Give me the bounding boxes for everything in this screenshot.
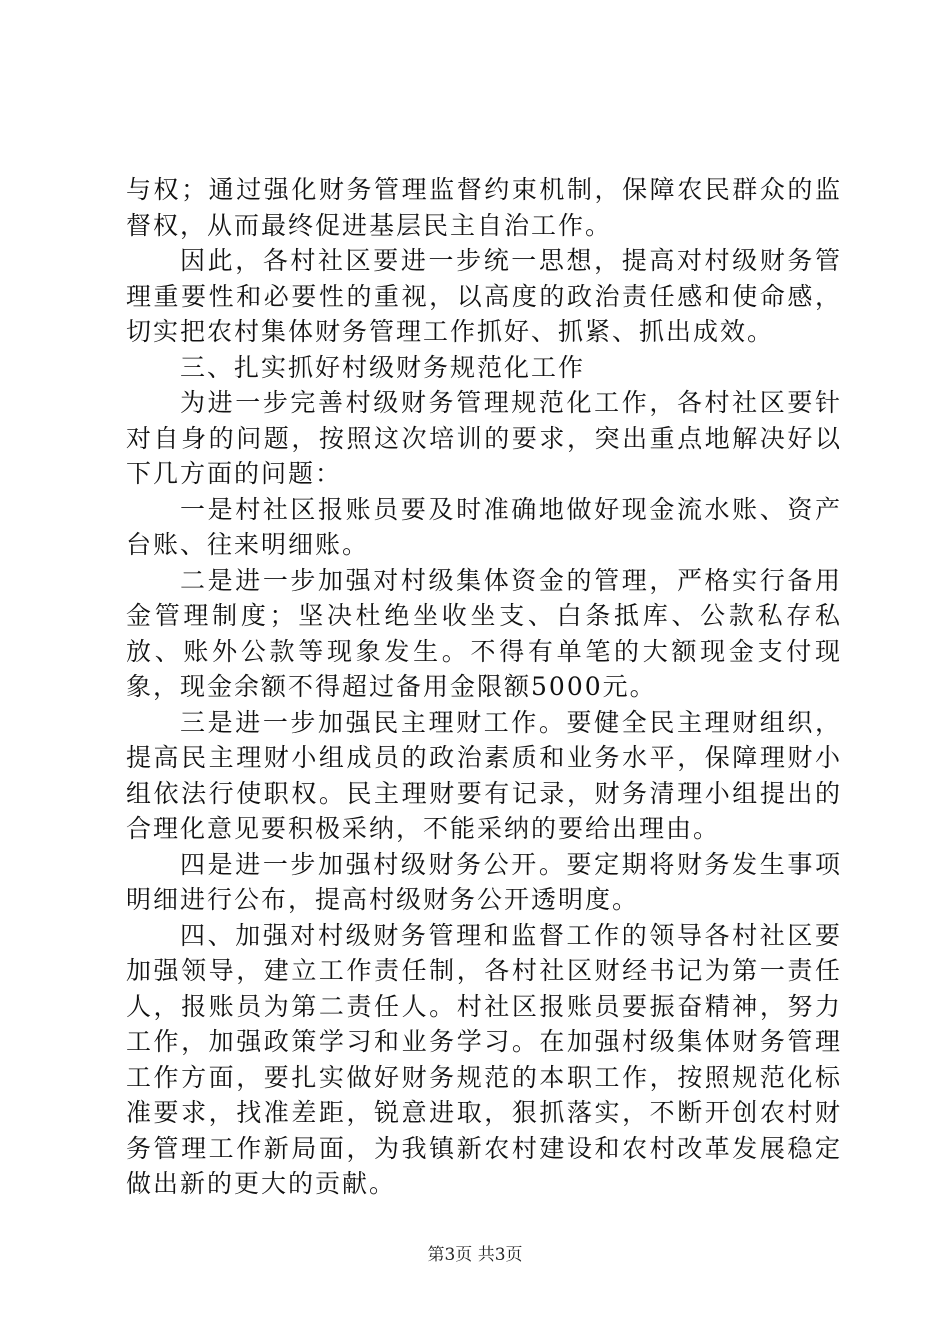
section-heading-three: 三、扎实抓好村级财务规范化工作 [180, 352, 586, 382]
paragraph-item-three: 三是进一步加强民主理财工作。要健全民主理财组织，提高民主理财小组成员的政治素质和业务水平，保障理财小组依法行使职权。民主理财要有记录，财务清理小组提出的合理化意见要积极采纳，不能采纳的要给出理由。 [126, 707, 842, 843]
paragraph-continuation: 与权；通过强化财务管理监督约束机制，保障农民群众的监督权，从而最终促进基层民主自治工作。 [126, 175, 842, 240]
paragraph-item-four: 四是进一步加强村级财务公开。要定期将财务发生事项明细进行公布，提高村级财务公开透明度。 [126, 849, 842, 914]
paragraph-emphasis: 因此，各村社区要进一步统一思想，提高对村级财务管理重要性和必要性的重视，以高度的政治责任感和使命感，切实把农村集体财务管理工作抓好、抓紧、抓出成效。 [126, 246, 842, 346]
section-four-paragraph: 四、加强对村级财务管理和监督工作的领导各村社区要加强领导，建立工作责任制，各村社区财经书记为第一责任人，报账员为第二责任人。村社区报账员要振奋精神，努力工作，加强政策学习和业务学习。在加强村级集体财务管理工作方面，要扎实做好财务规范的本职工作，按照规范化标准要求，找准差距，锐意进取，狠抓落实，不断开创农村财务管理工作新局面，为我镇新农村建设和农村改革发展稳定做出新的更大的贡献。 [126, 920, 842, 1198]
paragraph-item-two: 二是进一步加强对村级集体资金的管理，严格实行备用金管理制度；坚决杜绝坐收坐支、白条抵库、公款私存私放、账外公款等现象发生。不得有单笔的大额现金支付现象，现金余额不得超过备用金限额5000元。 [126, 565, 842, 701]
paragraph-intro: 为进一步完善村级财务管理规范化工作，各村社区要针对自身的问题，按照这次培训的要求，突出重点地解决好以下几方面的问题： [126, 388, 842, 488]
page-footer [0, 1244, 950, 1266]
page-number-label: 第3页 共3页 [427, 1245, 523, 1265]
document-body [126, 172, 842, 1202]
paragraph-item-one: 一是村社区报账员要及时准确地做好现金流水账、资产台账、往来明细账。 [126, 494, 842, 559]
